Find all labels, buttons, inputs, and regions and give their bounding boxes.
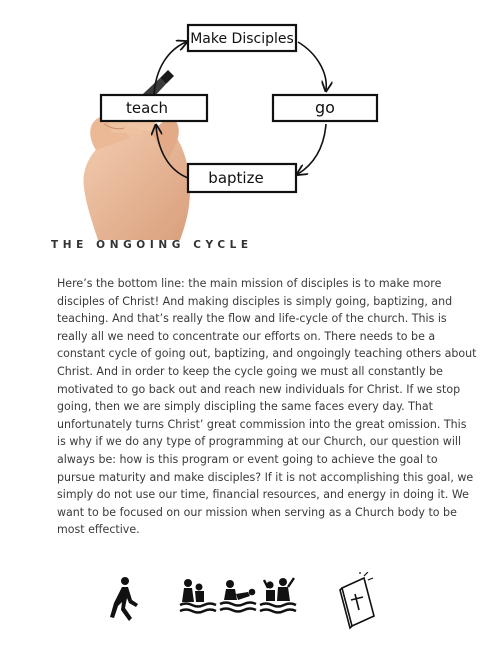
arrow-make-to-go [298, 42, 326, 90]
node-make-disciples [188, 25, 296, 51]
node-baptize-label: baptize [208, 169, 264, 187]
walking-person-icon [110, 577, 138, 621]
node-teach [101, 95, 207, 121]
node-go [273, 95, 377, 121]
arrow-go-to-baptize [298, 124, 326, 174]
baptism-icon [180, 578, 296, 613]
node-go-label: go [315, 98, 335, 117]
bible-icon [340, 572, 374, 628]
body-paragraph: Here’s the bottom line: the main mission of disciples is to make more disciples of Christ! And making disciples is simply going, baptizing, and teaching. And that’s really the flow and life-cycle of the church. This is really all we need to concentrate our efforts on. There needs to be a constant cycle of going out, baptizing, and ongoingly teaching others about Christ. And in order to keep the cycle going we must all constantly be motivated to go back out and reach new individuals for Christ. If we stop going, then we are simply discipling the same faces every day. That unfortunately turns Christ’ great commission into the great omission. This is why if we do any type of programming at our Church, our question will always be: how is this program or event going to achieve the goal to pursue maturity and make disciples? If it is not accomplishing this goal, we simply do not use our time, financial resources, and energy in doing it. We want to be focused on our mission when serving as a Church body to be most effective. [57, 277, 477, 537]
node-make-disciples-label: Make Disciples [190, 31, 294, 47]
cycle-diagram [0, 0, 500, 240]
section-title: THE ONGOING CYCLE [51, 239, 253, 251]
node-baptize [188, 164, 296, 192]
node-teach-label: teach [125, 99, 169, 117]
icons-row [0, 572, 500, 632]
